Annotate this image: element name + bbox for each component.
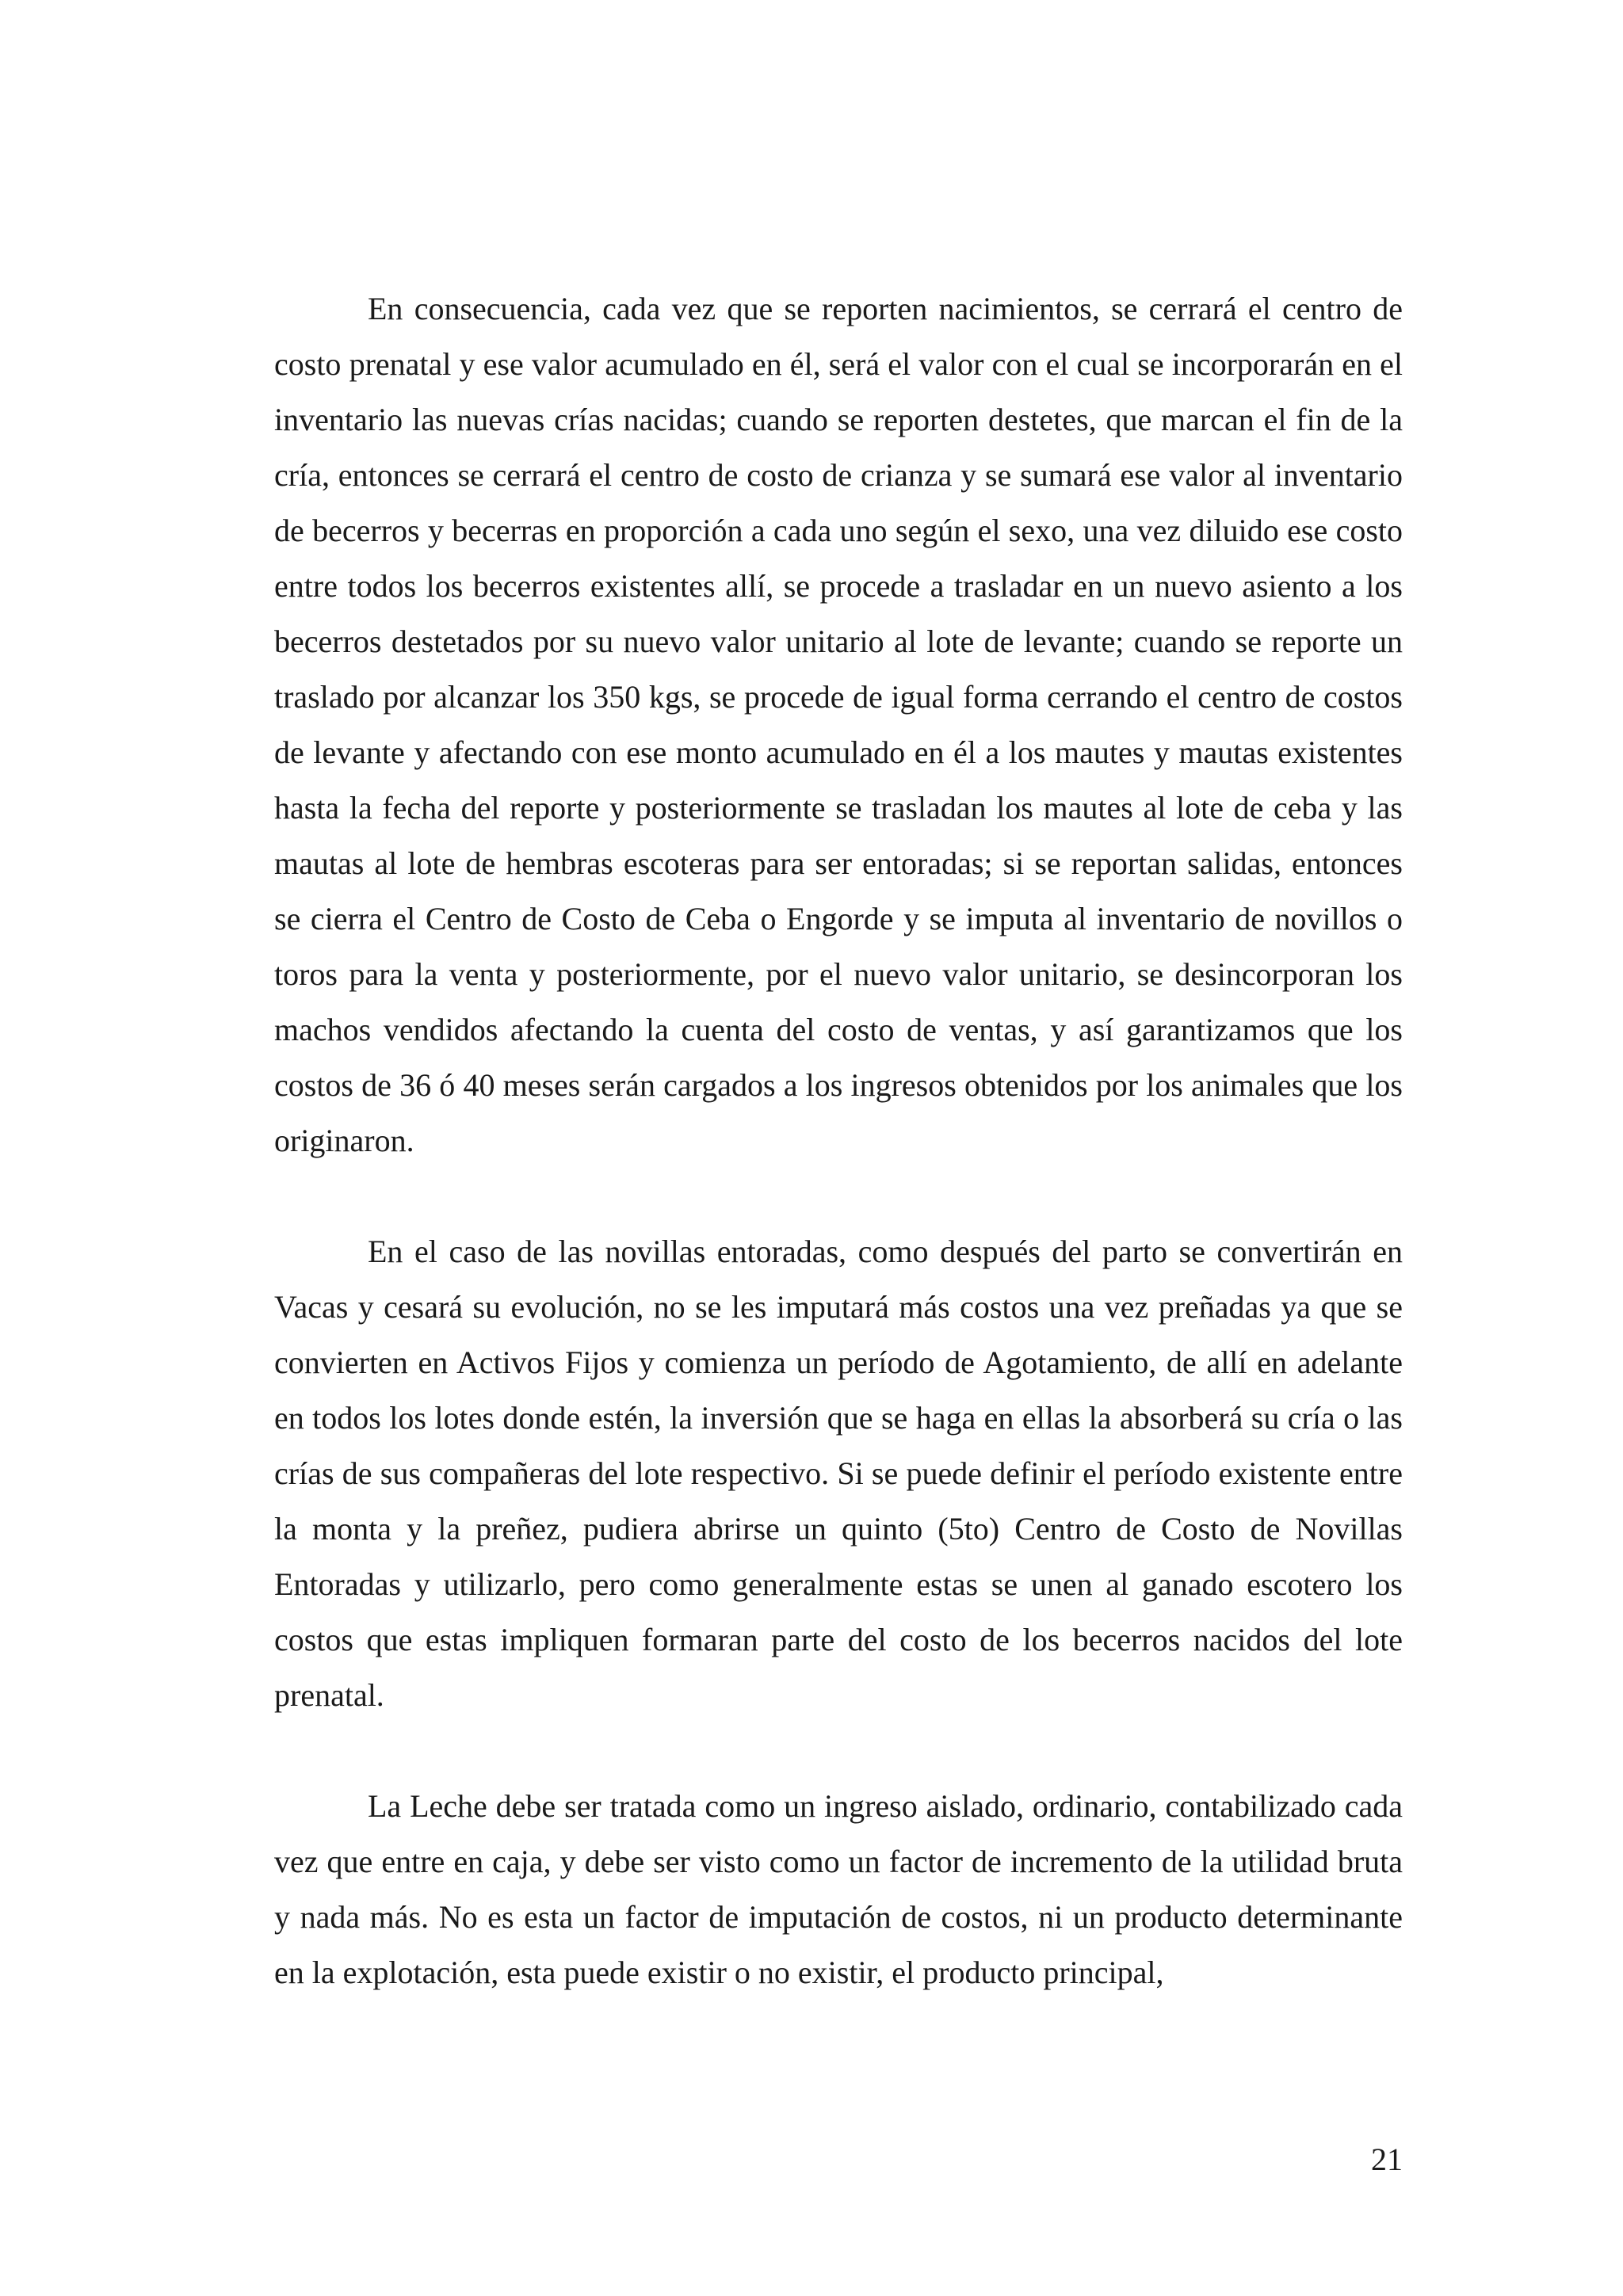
paragraph-2: En el caso de las novillas entoradas, como después del parto se convertirán en Vacas y cesará su evolución, no se les imputará más costos una vez preñadas ya que se convierten en Activos Fijos y comienza un período de Agotamiento, de allí en adelante en todos los lotes donde estén, la inversión que se haga en ellas la absorberá su cría o las crías de sus compañeras del lote respectivo. Si se puede definir el período existente entre la monta y la preñez, pudiera abrirse un quinto (5to) Centro de Costo de Novillas Entoradas y utilizarlo, pero como generalmente estas se unen al ganado escotero los costos que estas impliquen formaran parte del costo de los becerros nacidos del lote prenatal. bbox=[274, 1234, 1403, 1713]
page-body bbox=[274, 281, 1403, 2000]
page-number: 21 bbox=[1371, 2142, 1403, 2177]
paragraph-1: En consecuencia, cada vez que se reporten nacimientos, se cerrará el centro de costo prenatal y ese valor acumulado en él, será el valor con el cual se incorporarán en el inventario las nuevas crías nacidas; cuando se reporten destetes, que marcan el fin de la cría, entonces se cerrará el centro de costo de crianza y se sumará ese valor al inventario de becerros y becerras en proporción a cada uno según el sexo, una vez diluido ese costo entre todos los becerros existentes allí, se procede a trasladar en un nuevo asiento a los becerros destetados por su nuevo valor unitario al lote de levante; cuando se reporte un traslado por alcanzar los 350 kgs, se procede de igual forma cerrando el centro de costos de levante y afectando con ese monto acumulado en él a los mautes y mautas existentes hasta la fecha del reporte y posteriormente se trasladan los mautes al lote de ceba y las mautas al lote de hembras escoteras para ser entoradas; si se reportan salidas, entonces se cierra el Centro de Costo de Ceba o Engorde y se imputa al inventario de novillos o toros para la venta y posteriormente, por el nuevo valor unitario, se desincorporan los machos vendidos afectando la cuenta del costo de ventas, y así garantizamos que los costos de 36 ó 40 meses serán cargados a los ingresos obtenidos por los animales que los originaron. bbox=[274, 291, 1403, 1158]
paragraph-3: La Leche debe ser tratada como un ingreso aislado, ordinario, contabilizado cada vez que entre en caja, y debe ser visto como un factor de incremento de la utilidad bruta y nada más. No es esta un factor de imputación de costos, ni un producto determinante en la explotación, esta puede existir o no existir, el producto principal, bbox=[274, 1788, 1403, 1990]
